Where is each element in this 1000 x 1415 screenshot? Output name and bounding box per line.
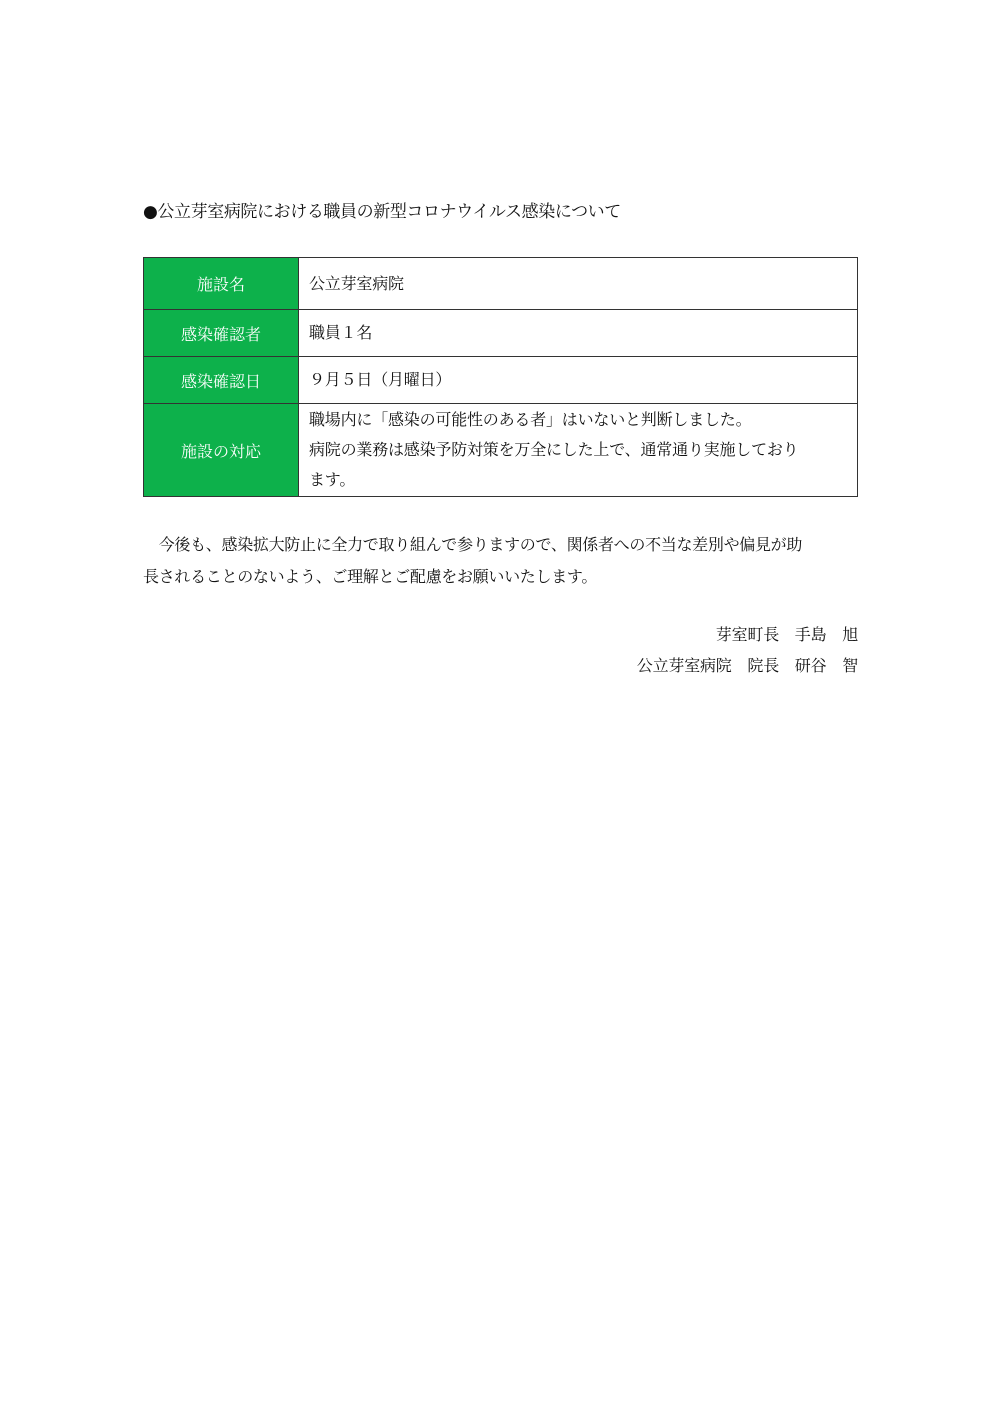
signature-hospital-director: 公立芽室病院 院長 研谷 智 xyxy=(636,656,858,675)
facility-info-table xyxy=(143,257,858,497)
row-label-facility-response: 施設の対応 xyxy=(144,404,299,497)
value-line: 公立芽室病院 xyxy=(309,273,404,293)
value-line: ９月５日（月曜日） xyxy=(309,370,452,389)
row-label-facility-name: 施設名 xyxy=(144,258,299,310)
row-value-facility-name xyxy=(299,258,858,310)
row-value-confirmation-date xyxy=(299,357,858,404)
table-row xyxy=(144,404,858,497)
signature-block xyxy=(637,619,858,681)
table-row xyxy=(144,258,858,310)
row-label-confirmation-date: 感染確認日 xyxy=(144,357,299,404)
value-line: ます。 xyxy=(309,470,356,489)
row-value-infected-person xyxy=(299,310,858,357)
value-line: 職場内に「感染の可能性のある者」はいないと判断しました。 xyxy=(309,410,752,429)
value-line: 職員１名 xyxy=(309,323,373,342)
table-row xyxy=(144,357,858,404)
paragraph-line: 長されることのないよう、ご理解とご配慮をお願いいたします。 xyxy=(143,567,598,586)
closing-paragraph xyxy=(143,529,859,593)
row-value-facility-response xyxy=(299,404,858,497)
value-line: 病院の業務は感染予防対策を万全にした上で、通常通り実施しており xyxy=(309,440,799,459)
signature-mayor: 芽室町長 手島 旭 xyxy=(715,625,858,644)
document-heading: ●公立芽室病院における職員の新型コロナウイルス感染について xyxy=(143,202,621,222)
table-row xyxy=(144,310,858,357)
row-label-infected-person: 感染確認者 xyxy=(144,310,299,357)
paragraph-line: 今後も、感染拡大防止に全力で取り組んで参りますので、関係者への不当な差別や偏見が助 xyxy=(143,535,803,554)
